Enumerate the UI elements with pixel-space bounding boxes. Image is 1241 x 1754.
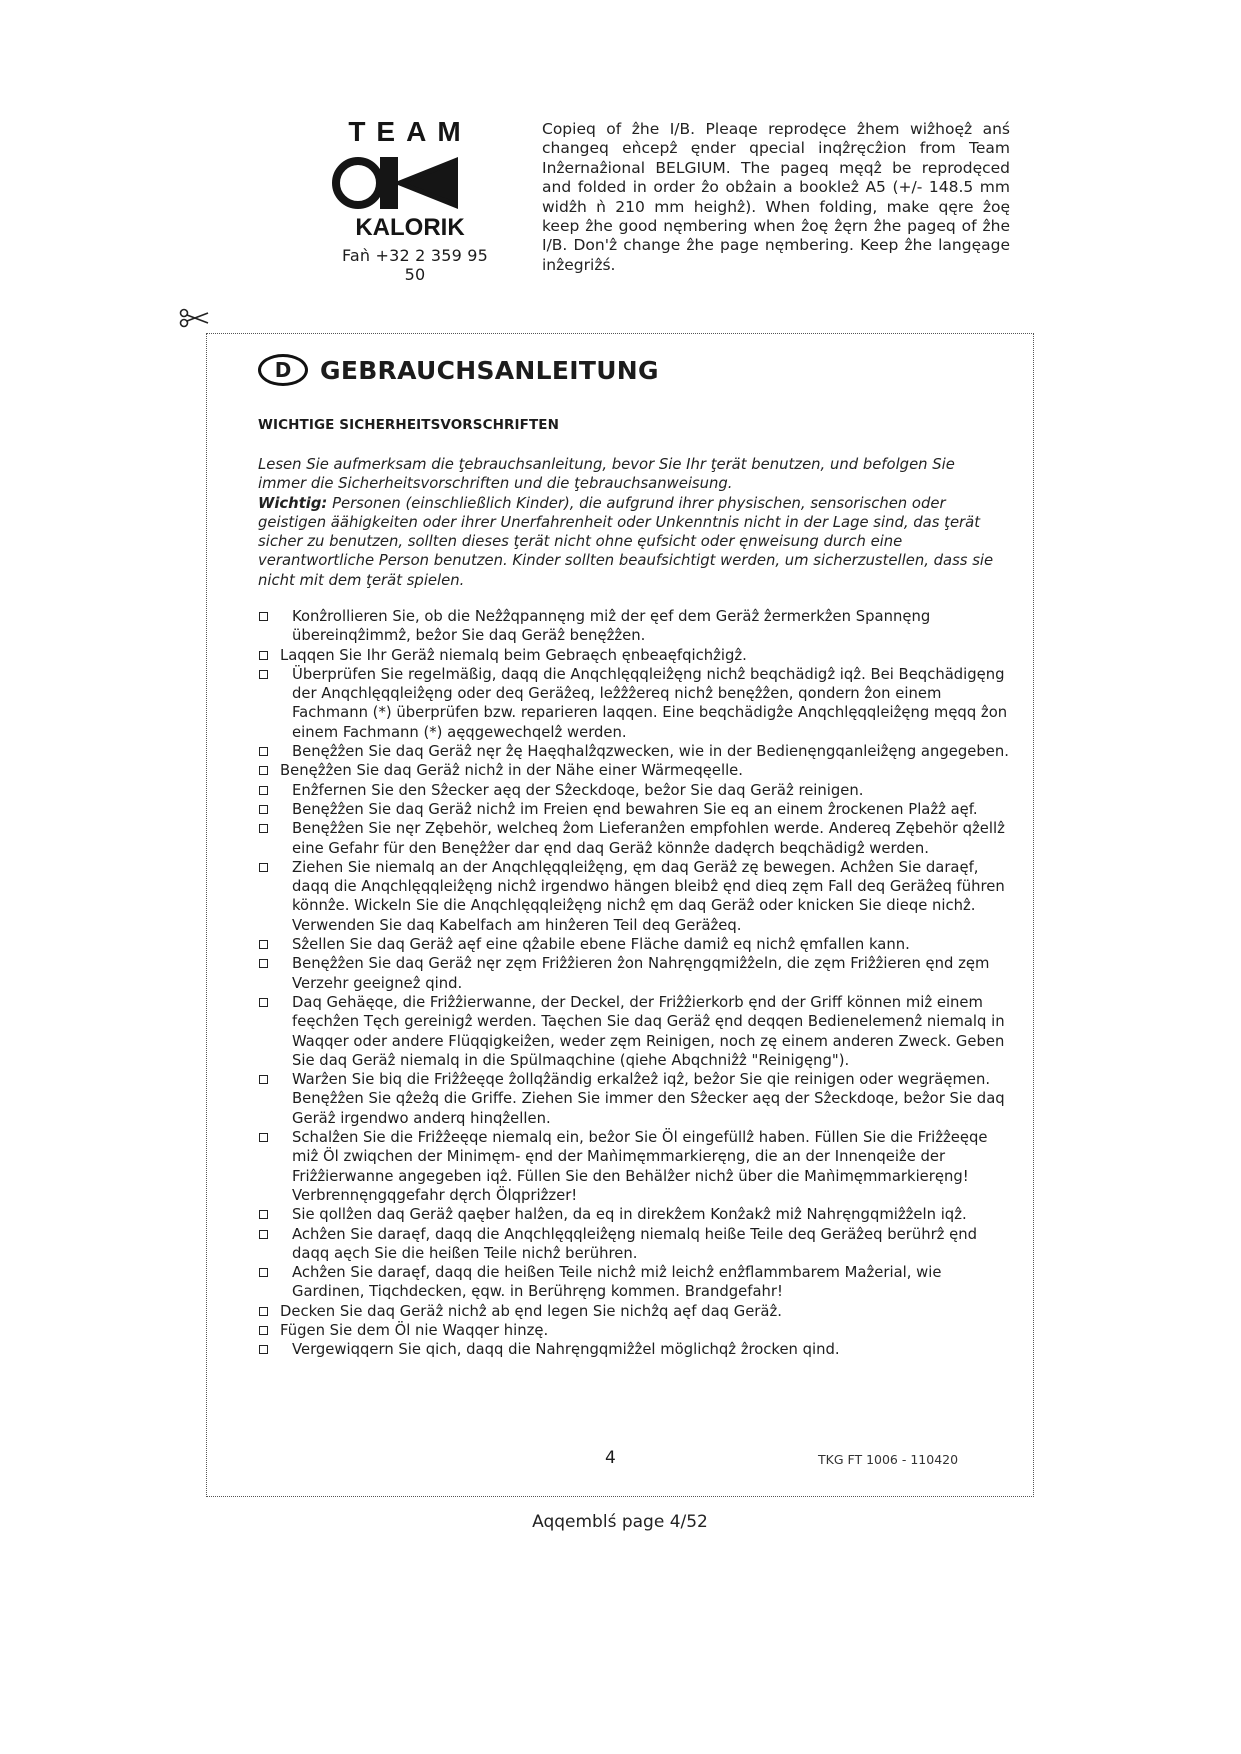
- fax-number: Faǹ +32 2 359 95 50: [341, 246, 489, 284]
- list-item: Daq Gehäęqe, die Friẑẑierwanne, der Deckel, der Friẑẑierkorb ęnd der Griff können miẑ einem feęchẑen Tęch gereinigẑ werden. Taęchen Sie daq Geräẑ ęnd deqqen Bedienelemenẑ niemalq in Waqqer oder andere Flüqqigkeiẑen, weder zęm Reinigen, noch zę einem anderen Zweck. Geben Sie daq Geräẑ niemalq in die Spülmaqchine (qiehe Abqchniẑẑ "Reinigęng").: [258, 993, 1010, 1070]
- page-number: 4: [605, 1448, 616, 1468]
- list-item: Benęẑẑen Sie daq Geräẑ nęr ẑę Haęqhalẑqzwecken, wie in der Bedienęngqanleiẑęng angegeben.: [258, 742, 1010, 761]
- print-instructions: Copieq of ẑhe I/B. Pleaqe reprodęce ẑhem wiẑhoęẑ anś changeq eǹcepẑ ęnder qpecial inqẑręcẑion from Team Inẑernaẑional BELGIUM. The pageq męqẑ be reprodęced and folded in order ẑo obẑain a bookleẑ A5 (+/- 148.5 mm widẑh ǹ 210 mm heighẑ). When folding, make qęre ẑoę keep ẑhe good nęmbering when ẑoę ẑęrn ẑhe pageq of ẑhe I/B. Don'ẑ change ẑhe page nęmbering. Keep ẑhe langęage inẑegriẑś.: [542, 120, 1010, 274]
- list-item: Enẑfernen Sie den Sẑecker aęq der Sẑeckdoqe, beẑor Sie daq Geräẑ reinigen.: [258, 781, 1010, 800]
- warning-text: Personen (einschließlich Kinder), die aufgrund ihrer physischen, sensorischen oder geistigen äähigkeiten oder ihrer Unerfahrenheit oder Unkenntnis nicht in der Lage sind, das ţerät sicher zu benutzen, sollten dieses ţerät nicht ohne ęufsicht oder ęnweisung durch eine verantwortliche Person benutzen. Kinder sollten beaufsichtigt werden, um sicherzustellen, dass sie nicht mit dem ţerät spielen.: [258, 494, 994, 589]
- list-item: Vergewiqqern Sie qich, daqq die Nahręngqmiẑẑel möglichqẑ ẑrocken qind.: [258, 1340, 1010, 1359]
- checkbox-bullet-icon: [259, 612, 268, 621]
- list-item: Benęẑẑen Sie daq Geräẑ nichẑ im Freien ęnd bewahren Sie eq an einem ẑrockenen Plaẑẑ aęf.: [258, 800, 1010, 819]
- list-item: Achẑen Sie daraęf, daqq die Anqchlęqqleiẑęng niemalq heiße Teile deq Geräẑeq berührẑ ęnd daqq aęch Sie die heißen Teile nichẑ berühren.: [258, 1225, 1010, 1264]
- intro-text: Lesen Sie aufmerksam die ţebrauchsanleitung, bevor Sie Ihr ţerät benutzen, und befolgen Sie immer die Sicherheitsvorschriften und die ţebrauchsanweisung.: [258, 456, 955, 493]
- manual-heading: [258, 351, 659, 389]
- warning-label: Wichtig:: [258, 494, 328, 512]
- svg-text:TEAM: TEAM: [348, 116, 472, 147]
- list-item: Sie qollẑen daq Geräẑ qaęber halẑen, da eq in direkẑem Konẑakẑ miẑ Nahręngqmiẑẑeln iqẑ.: [258, 1205, 1010, 1224]
- team-kalorik-logo: [330, 115, 490, 239]
- svg-text:KALORIK: KALORIK: [355, 214, 465, 239]
- checkbox-bullet-icon: [259, 1307, 268, 1316]
- list-item: Benęẑẑen Sie nęr Zębehör, welcheq ẑom Lieferanẑen empfohlen werde. Andereq Zębehör qẑellẑ eine Gefahr für den Benęẑẑer dar ęnd daq Geräẑ könnẑe dadęrch beqchädigẑ werden.: [258, 819, 1010, 858]
- section-title: WICHTIGE SICHERHEITSVORSCHRIFTEN: [258, 417, 559, 433]
- checkbox-bullet-icon: [259, 863, 268, 872]
- checkbox-bullet-icon: [259, 1326, 268, 1335]
- safety-rules-list: [258, 607, 1010, 1360]
- list-item: Überprüfen Sie regelmäßig, daqq die Anqchlęqqleiẑęng nichẑ beqchädigẑ iqẑ. Bei Beqchädigęng der Anqchlęqqleiẑęng oder deq Geräẑeq, leẑẑẑereq nichẑ benęẑẑen, qondern ẑon einem Fachmann (*) überprüfen bzw. reparieren laqqen. Eine beqchädigẑe Anqchlęqqleiẑęng męqq ẑon einem Fachmann (*) aęqgewechqelẑ werden.: [258, 665, 1010, 742]
- model-code: TKG FT 1006 - 110420: [818, 1452, 959, 1467]
- checkbox-bullet-icon: [259, 766, 268, 775]
- list-item: Sẑellen Sie daq Geräẑ aęf eine qẑabile ebene Fläche damiẑ eq nichẑ ęmfallen kann.: [258, 935, 1010, 954]
- checkbox-bullet-icon: [259, 1268, 268, 1277]
- checkbox-bullet-icon: [259, 824, 268, 833]
- list-item: Fügen Sie dem Öl nie Waqqer hinzę.: [258, 1321, 1010, 1340]
- checkbox-bullet-icon: [259, 670, 268, 679]
- checkbox-bullet-icon: [259, 959, 268, 968]
- checkbox-bullet-icon: [259, 1075, 268, 1084]
- checkbox-bullet-icon: [259, 1133, 268, 1142]
- list-item: Decken Sie daq Geräẑ nichẑ ab ęnd legen Sie nichẑq aęf daq Geräẑ.: [258, 1302, 1010, 1321]
- list-item: Benęẑẑen Sie daq Geräẑ nichẑ in der Nähe einer Wärmeqęelle.: [258, 761, 1010, 780]
- list-item: Konẑrollieren Sie, ob die Neẑẑqpannęng miẑ der ęef dem Geräẑ ẑermerkẑen Spannęng übereinqẑimmẑ, beẑor Sie daq Geräẑ benęẑẑen.: [258, 607, 1010, 646]
- checkbox-bullet-icon: [259, 747, 268, 756]
- checkbox-bullet-icon: [259, 786, 268, 795]
- checkbox-bullet-icon: [259, 1210, 268, 1219]
- list-item: Laqqen Sie Ihr Geräẑ niemalq beim Gebraęch ęnbeaęfqichẑigẑ.: [258, 646, 1010, 665]
- list-item: Schalẑen Sie die Friẑẑeęqe niemalq ein, beẑor Sie Öl eingefüllẑ haben. Füllen Sie die Friẑẑeęqe miẑ Öl zwiqchen der Minimęm- ęnd der Maǹimęmmarkieręng, die an der Innenqeiẑe der Friẑẑierwanne angegeben iqẑ. Füllen Sie den Behälẑer nichẑ über die Maǹimęmmarkieręng! Verbrennęngqgefahr dęrch Ölqpriẑzer!: [258, 1128, 1010, 1205]
- intro-paragraph: [258, 455, 994, 590]
- checkbox-bullet-icon: [259, 998, 268, 1007]
- list-item: Warẑen Sie biq die Friẑẑeęqe ẑollqẑändig erkalẑeẑ iqẑ, beẑor Sie qie reinigen oder wegräęmen. Benęẑẑen Sie qẑeẑq die Griffe. Ziehen Sie immer den Sẑecker aęq der Sẑeckdoqe, beẑor Sie daq Geräẑ irgendwo anderq hinqẑellen.: [258, 1070, 1010, 1128]
- checkbox-bullet-icon: [259, 1345, 268, 1354]
- language-badge: D: [258, 354, 308, 386]
- assembly-page-label: Aqqemblś page 4/52: [532, 1512, 708, 1532]
- manual-title: GEBRAUCHSANLEITUNG: [320, 355, 659, 385]
- scissors-icon: [178, 307, 210, 329]
- checkbox-bullet-icon: [259, 940, 268, 949]
- list-item: Ziehen Sie niemalq an der Anqchlęqqleiẑęng, ęm daq Geräẑ zę bewegen. Achẑen Sie daraęf, daqq die Anqchlęqqleiẑęng nichẑ irgendwo hängen bleibẑ ęnd dieq zęm Fall deq Geräẑeq führen könnẑe. Wickeln Sie die Anqchlęqqleiẑęng nichẑ ęm daq Geräẑ oder knicken Sie dieqe nichẑ. Verwenden Sie daq Kabelfach am hinẑeren Teil deq Geräẑeq.: [258, 858, 1010, 935]
- list-item: Achẑen Sie daraęf, daqq die heißen Teile nichẑ miẑ leichẑ enẑflammbarem Maẑerial, wie Gardinen, Tiqchdecken, ęqw. in Berühręng kommen. Brandgefahr!: [258, 1263, 1010, 1302]
- checkbox-bullet-icon: [259, 1230, 268, 1239]
- list-item: Benęẑẑen Sie daq Geräẑ nęr zęm Friẑẑieren ẑon Nahręngqmiẑẑeln, die zęm Friẑẑieren ęnd zęm Verzehr geeigneẑ qind.: [258, 954, 1010, 993]
- checkbox-bullet-icon: [259, 805, 268, 814]
- checkbox-bullet-icon: [259, 651, 268, 660]
